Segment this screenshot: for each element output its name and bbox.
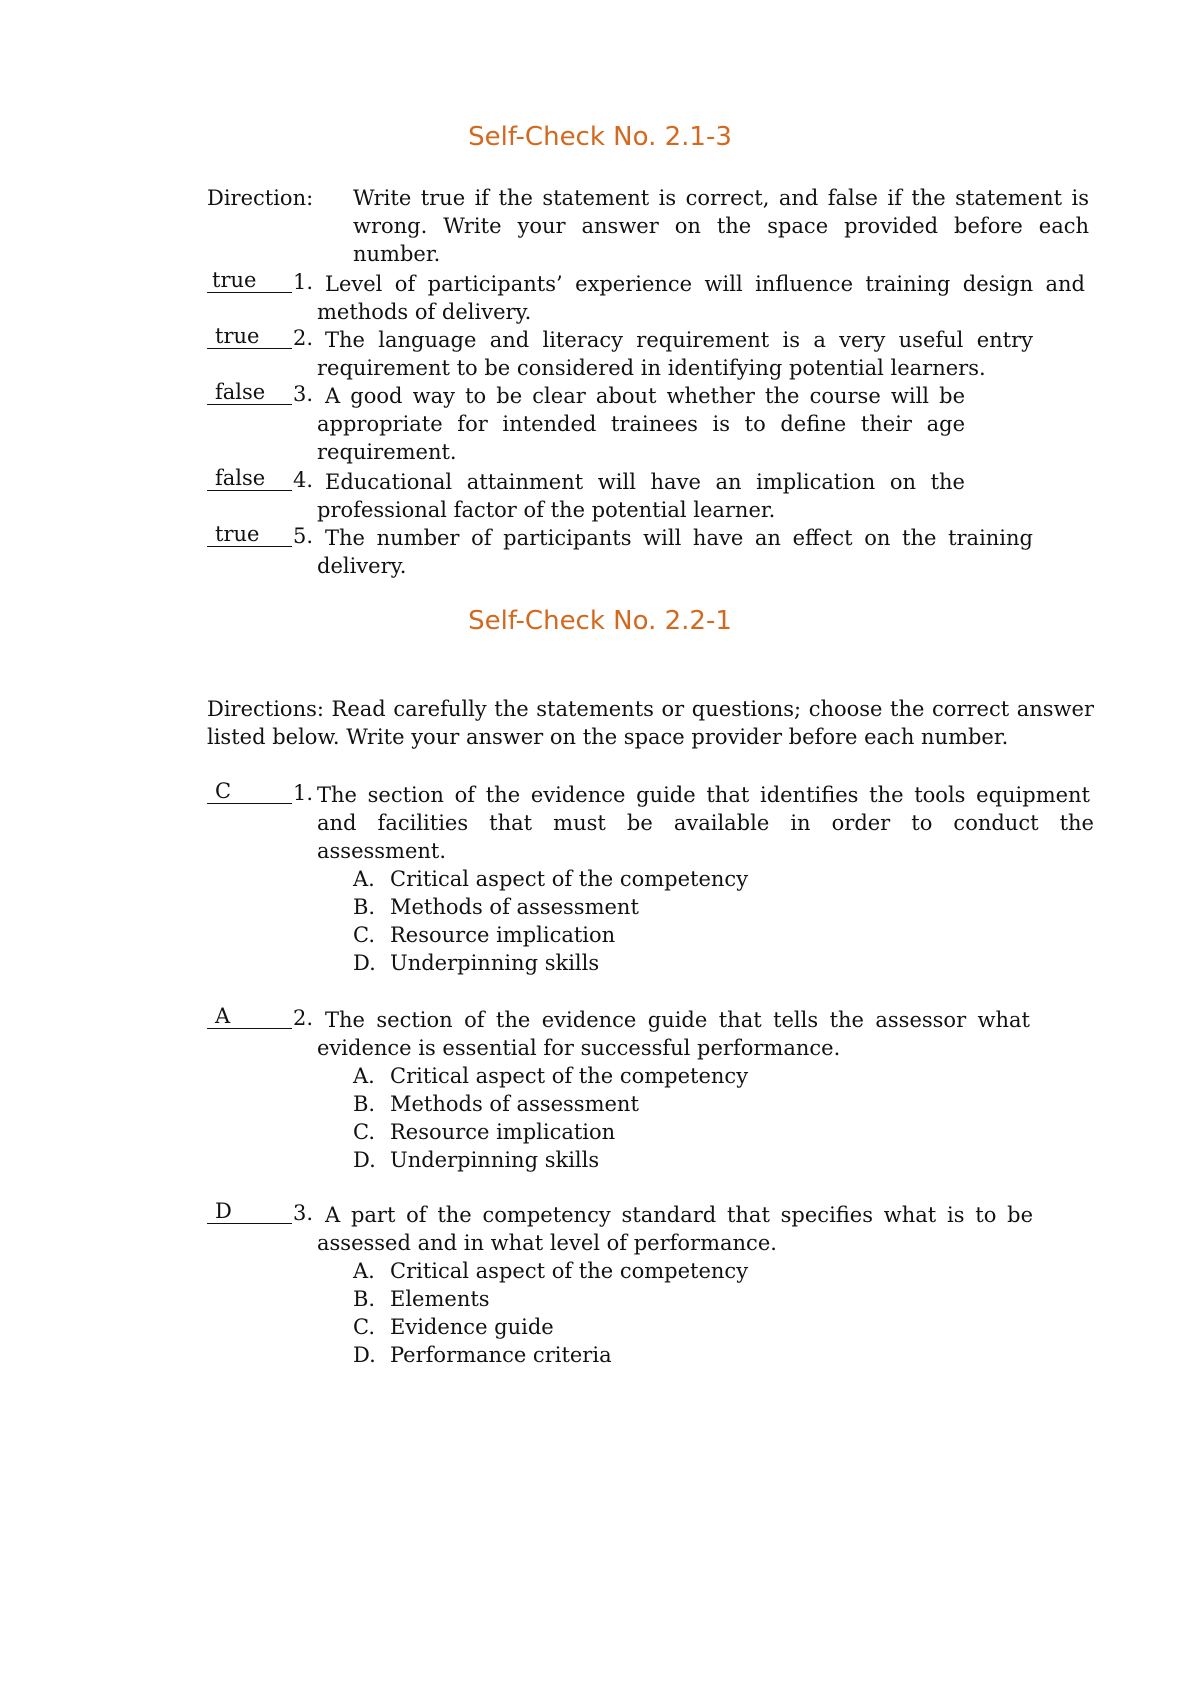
answer-blank[interactable]	[207, 522, 292, 547]
self-check-title-2: Self-Check No. 2.2-1	[468, 606, 732, 636]
answer-blank[interactable]	[207, 324, 292, 349]
option-text: Critical aspect of the competency	[390, 1259, 749, 1283]
option-text: Performance criteria	[390, 1343, 612, 1367]
option-letter: C.	[353, 923, 375, 947]
item-number: 1.	[293, 781, 314, 805]
item-text: assessment.	[317, 839, 447, 863]
item-text: A good way to be clear about whether the course will be	[325, 384, 965, 408]
item-text: and facilities that must be available in order to conduct the	[317, 811, 1094, 835]
option-letter: A.	[353, 867, 375, 891]
answer-text: A	[215, 1004, 231, 1028]
answer-text: D	[215, 1199, 232, 1223]
item-text: appropriate for intended trainees is to define their age	[317, 412, 965, 436]
item-text: Level of participants’ experience will influence training design and	[325, 272, 1085, 296]
option-text: Elements	[390, 1287, 490, 1311]
answer-text: C	[215, 779, 232, 803]
item-text: requirement.	[317, 440, 457, 464]
option-letter: A.	[353, 1259, 375, 1283]
option-letter: B.	[353, 1287, 376, 1311]
item-text: methods of delivery.	[317, 300, 532, 324]
option-text: Critical aspect of the competency	[390, 867, 749, 891]
answer-text: true	[212, 268, 257, 292]
item-number: 2.	[293, 326, 314, 350]
answer-text: true	[215, 324, 260, 348]
direction-label: Direction:	[207, 186, 314, 210]
answer-text: false	[215, 466, 266, 490]
item-text: requirement to be considered in identifying potential learners.	[317, 356, 986, 380]
item-number: 5.	[293, 524, 314, 548]
option-letter: C.	[353, 1315, 375, 1339]
item-number: 3.	[293, 382, 314, 406]
option-letter: D.	[353, 951, 376, 975]
option-letter: A.	[353, 1064, 375, 1088]
option-letter: D.	[353, 1343, 376, 1367]
answer-blank[interactable]	[207, 268, 292, 293]
answer-blank[interactable]	[207, 1199, 292, 1224]
item-text: evidence is essential for successful performance.	[317, 1036, 841, 1060]
item-number: 1.	[293, 270, 314, 294]
item-text: The section of the evidence guide that identifies the tools equipment	[317, 783, 1090, 807]
item-text: A part of the competency standard that specifies what is to be	[325, 1203, 1033, 1227]
option-text: Critical aspect of the competency	[390, 1064, 749, 1088]
option-text: Methods of assessment	[390, 1092, 639, 1116]
option-letter: C.	[353, 1120, 375, 1144]
item-text: The language and literacy requirement is a very useful entry	[325, 328, 1033, 352]
answer-text: false	[215, 380, 266, 404]
item-number: 3.	[293, 1201, 314, 1225]
answer-text: true	[215, 522, 260, 546]
item-number: 2.	[293, 1006, 314, 1030]
item-text: delivery.	[317, 554, 407, 578]
answer-blank[interactable]	[207, 1004, 292, 1029]
item-text: The section of the evidence guide that tells the assessor what	[325, 1008, 1030, 1032]
option-text: Resource implication	[390, 1120, 616, 1144]
option-text: Evidence guide	[390, 1315, 554, 1339]
item-text: The number of participants will have an effect on the training	[325, 526, 1033, 550]
self-check-title-1: Self-Check No. 2.1-3	[468, 122, 732, 152]
option-text: Methods of assessment	[390, 895, 639, 919]
item-text: professional factor of the potential learner.	[317, 498, 776, 522]
item-number: 4.	[293, 468, 314, 492]
direction-line: Write true if the statement is correct, and false if the statement is	[353, 186, 1089, 210]
directions-line: Directions: Read carefully the statements or questions; choose the correct answer	[207, 697, 1094, 721]
option-letter: B.	[353, 895, 376, 919]
option-text: Resource implication	[390, 923, 616, 947]
option-letter: D.	[353, 1148, 376, 1172]
direction-line: wrong. Write your answer on the space provided before each	[353, 214, 1089, 238]
answer-blank[interactable]	[207, 779, 292, 804]
answer-blank[interactable]	[207, 380, 292, 405]
directions-line: listed below. Write your answer on the space provider before each number.	[207, 725, 1009, 749]
option-text: Underpinning skills	[390, 951, 600, 975]
direction-line: number.	[353, 242, 441, 266]
option-letter: B.	[353, 1092, 376, 1116]
item-text: assessed and in what level of performance.	[317, 1231, 777, 1255]
answer-blank[interactable]	[207, 466, 292, 491]
option-text: Underpinning skills	[390, 1148, 600, 1172]
item-text: Educational attainment will have an implication on the	[325, 470, 965, 494]
